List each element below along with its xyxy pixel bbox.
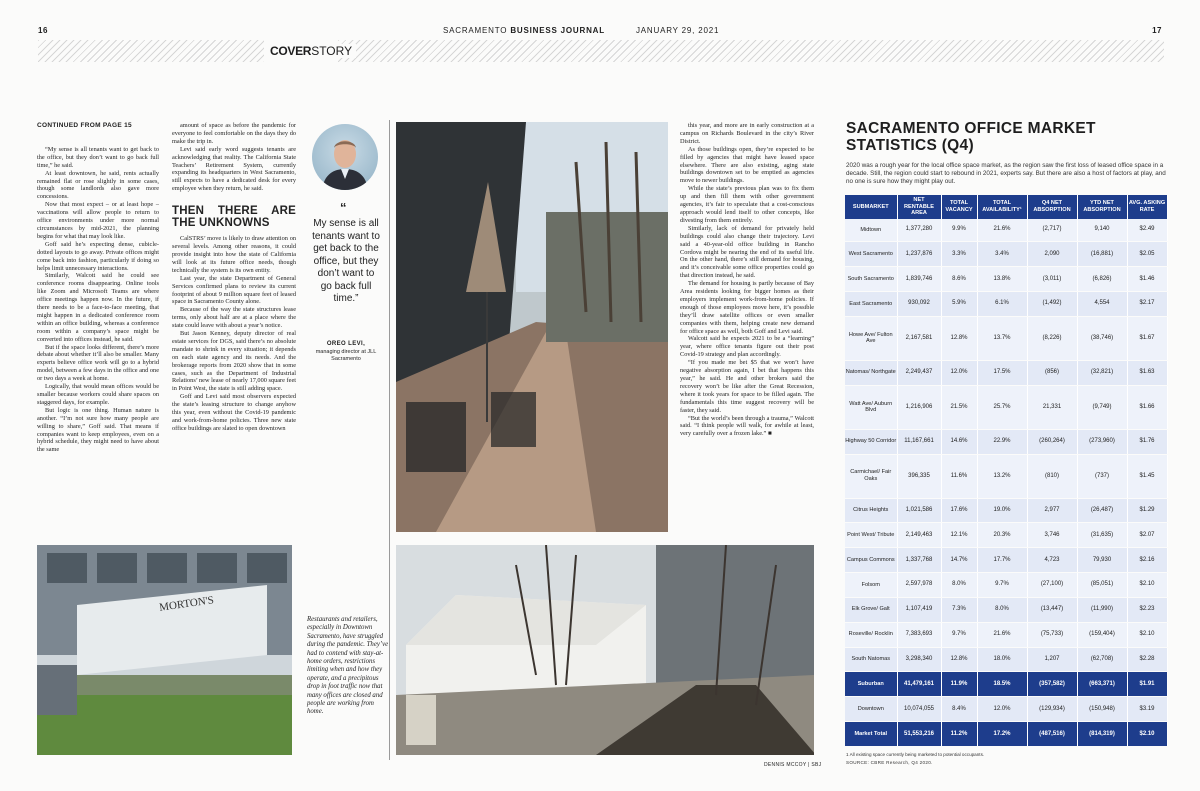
value-cell: 21.6%	[977, 622, 1027, 647]
value-cell: 1,216,906	[897, 385, 941, 429]
submarket-cell: Market Total	[845, 722, 897, 747]
quote-mark: “	[340, 200, 347, 215]
value-cell: (31,635)	[1077, 523, 1127, 548]
table-row	[845, 498, 1167, 523]
value-cell: 9.9%	[941, 219, 977, 242]
article-column-4	[680, 122, 814, 536]
photo-credit: DENNIS MCCOY | SBJ	[764, 762, 822, 768]
value-cell: (260,264)	[1027, 429, 1077, 454]
value-cell: 4,554	[1077, 291, 1127, 316]
table-row	[845, 647, 1167, 672]
value-cell: 21.6%	[977, 219, 1027, 242]
page-number-right: 17	[1152, 26, 1162, 35]
value-cell: 7,383,693	[897, 622, 941, 647]
submarket-cell: Highway 50 Corridor	[845, 429, 897, 454]
table-row	[845, 360, 1167, 385]
paragraph: Now that most expect – or at least hope – vaccinations will allow people to return to office environments under more normal circumstances by mid-2021, the planning begins for what that may look like.	[37, 201, 159, 240]
value-cell: $1.66	[1127, 385, 1167, 429]
submarket-cell: Downtown	[845, 697, 897, 722]
value-cell: (810)	[1027, 454, 1077, 498]
submarket-cell: Point West/ Tribute	[845, 523, 897, 548]
value-cell: 2,149,463	[897, 523, 941, 548]
stats-intro: 2020 was a rough year for the local office space market, as the region saw the first loss of leased office space in a decade. Still, the region could start to rebound in 2021, experts say. But there are also a host of factors at play, and no one is sure how they might play out.	[846, 162, 1166, 186]
submarket-cell: West Sacramento	[845, 242, 897, 267]
submarket-cell: Elk Grove/ Galt	[845, 597, 897, 622]
column-header: AVG. ASKING RATE	[1127, 195, 1167, 219]
submarket-cell: Natomas/ Northgate	[845, 360, 897, 385]
storefront-photo	[37, 545, 292, 755]
paragraph: Similarly, lack of demand for privately held buildings could also change their trajectory. Levi said a 40-year-old office building in Rancho Cordova might be nearing the end of its useful life. On the other hand, there’s still demand for housing, and it’s conceivable some office properties could go that direction instead, he said.	[680, 224, 814, 280]
value-cell: 3,298,340	[897, 647, 941, 672]
value-cell: 12.0%	[941, 360, 977, 385]
submarket-cell: South Sacramento	[845, 267, 897, 292]
value-cell: (663,371)	[1077, 672, 1127, 697]
pull-quote-title: managing director at JLL Sacramento	[315, 349, 377, 362]
submarket-cell: Roseville/ Rocklin	[845, 622, 897, 647]
value-cell: 12.8%	[941, 316, 977, 360]
pull-quote-name: OREO LEVI,	[326, 341, 366, 347]
paragraph: “My sense is all tenants want to get back to the office, but they don’t want to go back full time,” he said.	[37, 145, 159, 169]
value-cell: (8,226)	[1027, 316, 1077, 360]
continued-kicker: CONTINUED FROM PAGE 15	[37, 122, 132, 129]
section-label-light: STORY	[311, 44, 353, 58]
value-cell: 7.3%	[941, 597, 977, 622]
paragraph: Logically, that would mean offices would be smaller because workers could share spaces on staggered days, for example.	[37, 383, 159, 406]
table-row	[845, 385, 1167, 429]
value-cell: 3.4%	[977, 242, 1027, 267]
value-cell: 21,331	[1027, 385, 1077, 429]
issue-date: JANUARY 29, 2021	[636, 26, 720, 35]
table-row	[845, 267, 1167, 292]
paragraph: But if the space looks different, there’s more debate about whether it’ll also be smaller. Many experts believe office work will go to a hybrid model, between a few days in the office and one or two days a week at home.	[37, 343, 159, 383]
storefront-sign: MORTON'S	[158, 594, 215, 614]
submarket-cell: South Natomas	[845, 647, 897, 672]
paragraph: Levi said early word suggests tenants are acknowledging that reality. The California State Teachers’ Retirement System, currently expanding its headquarters in West Sacramento, still expects to have a dedicated desk for every employee when they return, he said.	[172, 145, 296, 193]
tent-plaza-photo	[396, 545, 814, 755]
patio-photo	[396, 122, 668, 532]
photo-caption: Restaurants and retailers, especially in Downtown Sacramento, have struggled during the pandemic. They’ve had to contend with stay-at-home orders, restrictions limiting when and how they operate, and a precipitous drop in foot traffic now that many offices are closed and people are working from home.	[307, 616, 389, 716]
submarket-cell: Folsom	[845, 573, 897, 598]
paragraph: this year, and more are in early construction at a campus on Richards Boulevard in the city’s River District.	[680, 122, 814, 145]
value-cell: (150,948)	[1077, 697, 1127, 722]
value-cell: 8.4%	[941, 697, 977, 722]
value-cell: (129,934)	[1027, 697, 1077, 722]
value-cell: $1.29	[1127, 498, 1167, 523]
value-cell: 1,207	[1027, 647, 1077, 672]
value-cell: 20.3%	[977, 523, 1027, 548]
paragraph: But logic is one thing. Human nature is another. “I’m not sure how many people are willing to share,” Goff said. That means if companies want to keep employees, even on a hybrid schedule, they might need to have about the same	[37, 406, 159, 454]
stats-footnote: 1 All existing space currently being marketed to potential occupants.	[846, 752, 985, 757]
value-cell: 9,140	[1077, 219, 1127, 242]
value-cell: (487,516)	[1027, 722, 1077, 747]
value-cell: $2.28	[1127, 647, 1167, 672]
value-cell: 9.7%	[941, 622, 977, 647]
paragraph: CalSTRS’ move is likely to draw attention on several levels. Among other reasons, it could provide insight into how the state of California will look at its future office needs, though technically the system is its own entity.	[172, 235, 296, 274]
value-cell: 17.6%	[941, 498, 977, 523]
section-label	[266, 44, 356, 58]
table-row	[845, 548, 1167, 573]
value-cell: 13.7%	[977, 316, 1027, 360]
value-cell: 3.3%	[941, 242, 977, 267]
value-cell: 18.5%	[977, 672, 1027, 697]
value-cell: 79,930	[1077, 548, 1127, 573]
value-cell: 22.9%	[977, 429, 1027, 454]
paragraph: “If you made me bet $5 that we won’t have negative absorption again, I bet that happens this year,” he said. He and other brokers said the recovery won’t be like after the Great Recession, where it took years for space to be filled again. The fundamentals this time suggest recovery will be faster, they said.	[680, 359, 814, 414]
stats-title: SACRAMENTO OFFICE MARKET STATISTICS (Q4)	[846, 120, 1096, 154]
paragraph: The demand for housing is partly because of Bay Area residents looking for bigger homes as their employers implement work-from-home policies. If enough of those employees move here, it’s possible they’ll draw satellite offices or even smaller companies with them, helping create new demand for office space as well, both Goff and Levi said.	[680, 280, 814, 335]
table-row	[845, 291, 1167, 316]
value-cell: 1,337,768	[897, 548, 941, 573]
stats-body	[845, 219, 1167, 747]
value-cell: $1.91	[1127, 672, 1167, 697]
table-row	[845, 219, 1167, 242]
value-cell: 1,107,419	[897, 597, 941, 622]
value-cell: 11.9%	[941, 672, 977, 697]
value-cell: (16,881)	[1077, 242, 1127, 267]
value-cell: (85,051)	[1077, 573, 1127, 598]
paragraph: Goff and Levi said most observers expected the state’s leasing structure to change anyhow this year, even without the Covid-19 pandemic and work-from-home policies. Three new state office buildings are slated to open downtown	[172, 393, 296, 432]
submarket-cell: Carmichael/ Fair Oaks	[845, 454, 897, 498]
value-cell: 14.6%	[941, 429, 977, 454]
table-row	[845, 697, 1167, 722]
value-cell: (27,100)	[1027, 573, 1077, 598]
submarket-cell: Suburban	[845, 672, 897, 697]
value-cell: 41,479,161	[897, 672, 941, 697]
end-mark: ■	[767, 430, 772, 438]
column-header: TOTAL AVAILABILITY¹	[977, 195, 1027, 219]
table-row	[845, 429, 1167, 454]
paragraph-text: “But the world’s been through a trauma,” Walcott said. “I think people will walk, for awhile at least, very carefully over a frozen lake.”	[680, 414, 814, 438]
publication-name-bold: BUSINESS JOURNAL	[510, 26, 605, 35]
value-cell: (38,746)	[1077, 316, 1127, 360]
value-cell: 17.2%	[977, 722, 1027, 747]
value-cell: (11,990)	[1077, 597, 1127, 622]
publication-name	[443, 26, 605, 35]
value-cell: (6,826)	[1077, 267, 1127, 292]
value-cell: 1,839,746	[897, 267, 941, 292]
paragraph: As those buildings open, they’re expected to be filled by agencies that might have leased space elsewhere. There are also existing, aging state buildings downtown set to be emptied as agencies move to newer buildings.	[680, 145, 814, 185]
table-row	[845, 597, 1167, 622]
value-cell: $2.17	[1127, 291, 1167, 316]
oreo-levi-headshot	[312, 124, 378, 190]
value-cell: 930,092	[897, 291, 941, 316]
paragraph: Similarly, Walcott said he could see conference rooms disappearing. Online tools like Zoom and Microsoft Teams are where office meetings happen now. In the future, if there needs to be a face-to-face meeting, that might happen in a dedicated conference room within an office building, whereas a conference room within a company’s space might be converted into offices instead, he said.	[37, 272, 159, 343]
value-cell: 13.2%	[977, 454, 1027, 498]
value-cell: 19.0%	[977, 498, 1027, 523]
value-cell: 17.7%	[977, 548, 1027, 573]
value-cell: $1.63	[1127, 360, 1167, 385]
value-cell: (159,404)	[1077, 622, 1127, 647]
paragraph: Because of the way the state structures lease terms, only about half are at a place where the state could leave with about a year’s notice.	[172, 306, 296, 330]
value-cell: (26,487)	[1077, 498, 1127, 523]
value-cell: (273,960)	[1077, 429, 1127, 454]
column-header: SUBMARKET	[845, 195, 897, 219]
value-cell: (814,319)	[1077, 722, 1127, 747]
value-cell: (32,821)	[1077, 360, 1127, 385]
paragraph: amount of space as before the pandemic for everyone to feel comfortable on the days they do make the trip in.	[172, 122, 296, 145]
value-cell: (62,708)	[1077, 647, 1127, 672]
stats-header-row	[845, 195, 1167, 219]
value-cell: 5.9%	[941, 291, 977, 316]
value-cell: (3,011)	[1027, 267, 1077, 292]
value-cell: 8.0%	[941, 573, 977, 598]
value-cell: 1,021,586	[897, 498, 941, 523]
paragraph: At least downtown, he said, rents actually remained flat or rose slightly in some cases, though some landlords also gave more concessions.	[37, 169, 159, 201]
value-cell: 396,335	[897, 454, 941, 498]
value-cell: 4,723	[1027, 548, 1077, 573]
header-hatch-left	[38, 40, 264, 62]
table-row	[845, 523, 1167, 548]
value-cell: 12.0%	[977, 697, 1027, 722]
submarket-cell: Campus Commons	[845, 548, 897, 573]
value-cell: 9.7%	[977, 573, 1027, 598]
paragraph	[680, 415, 814, 439]
pull-quote: My sense is all tenants want to get back to the office, but they don’t want to go back full time.”	[312, 218, 380, 304]
column-header: NET RENTABLE AREA	[897, 195, 941, 219]
column-2-body-top	[172, 122, 296, 193]
column-header: YTD NET ABSORPTION	[1077, 195, 1127, 219]
value-cell: 3,746	[1027, 523, 1077, 548]
stats-source: SOURCE: CBRE Research, Q4 2020.	[846, 760, 933, 765]
value-cell: (13,447)	[1027, 597, 1077, 622]
subhead: THEN THERE ARE THE UNKNOWNS	[172, 205, 296, 230]
column-header: TOTAL VACANCY	[941, 195, 977, 219]
value-cell: 1,377,280	[897, 219, 941, 242]
paragraph: Goff said he’s expecting dense, cubicle-dotted layouts to go away. Private offices might come back into fashion, particularly if doing so helps limit unnecessary interactions.	[37, 240, 159, 272]
submarket-cell: Citrus Heights	[845, 498, 897, 523]
value-cell: $1.46	[1127, 267, 1167, 292]
value-cell: 14.7%	[941, 548, 977, 573]
paragraph: Last year, the state Department of General Services confirmed plans to review its current footprint of about 9 million square feet of leased space in Sacramento County alone.	[172, 274, 296, 306]
table-row	[845, 622, 1167, 647]
value-cell: $2.05	[1127, 242, 1167, 267]
value-cell: $2.07	[1127, 523, 1167, 548]
value-cell: $1.67	[1127, 316, 1167, 360]
header-hatch-right	[338, 40, 1164, 62]
value-cell: 51,553,216	[897, 722, 941, 747]
value-cell: 2,597,978	[897, 573, 941, 598]
paragraph: But Jason Kenney, deputy director of real estate services for DGS, said there’s no absolute mandate to shrink in every situation; it depends on each state agency and its needs. And the brokerage reports from 2020 show that in some cases, such as the Department of Industrial Relations’ new lease of nearly 17,000 square feet in Point West, the state is still adding space.	[172, 330, 296, 393]
value-cell: 10,074,055	[897, 697, 941, 722]
value-cell: 11,167,661	[897, 429, 941, 454]
submarket-cell: East Sacramento	[845, 291, 897, 316]
paragraph: Walcott said he expects 2021 to be a “learning” year, where office tenants figure out their post Covid-19 strategy and plan accordingly.	[680, 335, 814, 359]
value-cell: 12.8%	[941, 647, 977, 672]
value-cell: 8.0%	[977, 597, 1027, 622]
submarket-cell: Midtown	[845, 219, 897, 242]
value-cell: 18.0%	[977, 647, 1027, 672]
value-cell: 2,249,437	[897, 360, 941, 385]
value-cell: $2.10	[1127, 722, 1167, 747]
value-cell: (1,492)	[1027, 291, 1077, 316]
value-cell: $2.23	[1127, 597, 1167, 622]
column-header: Q4 NET ABSORPTION	[1027, 195, 1077, 219]
value-cell: 17.5%	[977, 360, 1027, 385]
stats-table	[845, 195, 1168, 747]
value-cell: (357,582)	[1027, 672, 1077, 697]
table-row	[845, 573, 1167, 598]
value-cell: 8.6%	[941, 267, 977, 292]
page-number-left: 16	[38, 26, 48, 35]
table-row	[845, 242, 1167, 267]
value-cell: 12.1%	[941, 523, 977, 548]
value-cell: $2.16	[1127, 548, 1167, 573]
publication-prefix: SACRAMENTO	[443, 26, 508, 35]
value-cell: (737)	[1077, 454, 1127, 498]
table-row	[845, 454, 1167, 498]
value-cell: $2.49	[1127, 219, 1167, 242]
value-cell: $3.19	[1127, 697, 1167, 722]
total-row	[845, 672, 1167, 697]
value-cell: 21.5%	[941, 385, 977, 429]
value-cell: 2,090	[1027, 242, 1077, 267]
value-cell: $1.45	[1127, 454, 1167, 498]
submarket-cell: Watt Ave/ Auburn Blvd	[845, 385, 897, 429]
section-label-bold: COVER	[270, 44, 312, 58]
table-row	[845, 316, 1167, 360]
value-cell: 1,237,876	[897, 242, 941, 267]
submarket-cell: Howe Ave/ Fulton Ave	[845, 316, 897, 360]
value-cell: 6.1%	[977, 291, 1027, 316]
value-cell: (2,717)	[1027, 219, 1077, 242]
total-row	[845, 722, 1167, 747]
column-1-body	[37, 146, 159, 454]
value-cell: 13.8%	[977, 267, 1027, 292]
value-cell: 25.7%	[977, 385, 1027, 429]
article-column-1	[37, 122, 159, 536]
value-cell: (75,733)	[1027, 622, 1077, 647]
value-cell: 2,167,581	[897, 316, 941, 360]
value-cell: 11.6%	[941, 454, 977, 498]
value-cell: $1.76	[1127, 429, 1167, 454]
value-cell: $2.10	[1127, 622, 1167, 647]
column-4-body	[680, 122, 814, 438]
column-2-body-bottom	[172, 235, 296, 433]
value-cell: 11.2%	[941, 722, 977, 747]
value-cell: (9,749)	[1077, 385, 1127, 429]
value-cell: (856)	[1027, 360, 1077, 385]
value-cell: 2,977	[1027, 498, 1077, 523]
article-column-2	[172, 122, 296, 536]
paragraph: While the state’s previous plan was to fix them up and then fill them with other government agencies, it’s fair to speculate that a cost-conscious approach would lend itself to other concepts, like divesting from them entirely.	[680, 185, 814, 224]
value-cell: $2.10	[1127, 573, 1167, 598]
